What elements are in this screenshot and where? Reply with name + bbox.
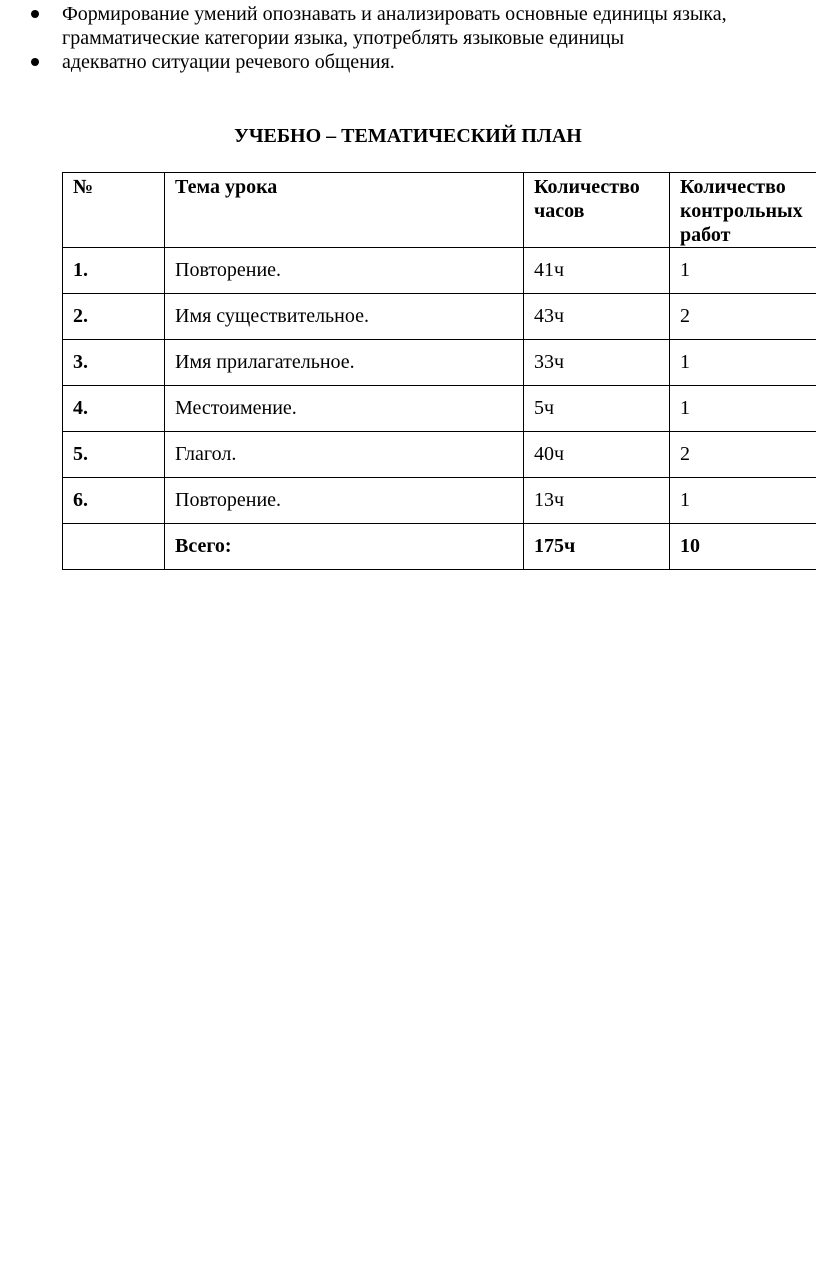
row-tests: 2 [670, 294, 816, 340]
row-hours: 5ч [524, 386, 670, 432]
header-topic: Тема урока [165, 173, 524, 248]
total-label: Всего: [165, 524, 524, 570]
row-topic: Повторение. [165, 248, 524, 294]
row-hours: 41ч [524, 248, 670, 294]
row-topic: Имя прилагательное. [165, 340, 524, 386]
total-tests: 10 [670, 524, 816, 570]
table-total-row [63, 524, 816, 570]
header-tests: Количество контрольных работ [670, 173, 816, 248]
bullet-item [0, 2, 816, 50]
row-topic: Повторение. [165, 478, 524, 524]
row-num: 4. [63, 386, 165, 432]
table-row [63, 386, 816, 432]
header-hours: Количество часов [524, 173, 670, 248]
bullet-item [0, 50, 816, 74]
row-num: 1. [63, 248, 165, 294]
row-hours: 33ч [524, 340, 670, 386]
bullet-icon [31, 58, 39, 66]
table-row [63, 432, 816, 478]
row-tests: 1 [670, 248, 816, 294]
row-topic: Глагол. [165, 432, 524, 478]
row-num: 3. [63, 340, 165, 386]
row-num: 5. [63, 432, 165, 478]
row-tests: 2 [670, 432, 816, 478]
row-hours: 40ч [524, 432, 670, 478]
row-tests: 1 [670, 340, 816, 386]
row-num: 2. [63, 294, 165, 340]
bullet-text: Формирование умений опознавать и анализировать основные единицы языка, грамматические категории языка, употреблять языковые единицы [62, 3, 727, 49]
row-tests: 1 [670, 478, 816, 524]
row-num: 6. [63, 478, 165, 524]
table-row [63, 478, 816, 524]
page-title: УЧЕБНО – ТЕМАТИЧЕСКИЙ ПЛАН [234, 125, 582, 147]
total-hours: 175ч [524, 524, 670, 570]
bullet-icon [31, 10, 39, 18]
table-row [63, 294, 816, 340]
bullet-list [0, 0, 816, 74]
table-header-row [63, 173, 816, 248]
row-hours: 13ч [524, 478, 670, 524]
total-num [63, 524, 165, 570]
row-topic: Имя существительное. [165, 294, 524, 340]
table-row [63, 248, 816, 294]
row-tests: 1 [670, 386, 816, 432]
row-hours: 43ч [524, 294, 670, 340]
table-row [63, 340, 816, 386]
thematic-plan-table [62, 172, 816, 570]
bullet-text: адекватно ситуации речевого общения. [62, 51, 395, 73]
row-topic: Местоимение. [165, 386, 524, 432]
header-num: № [63, 173, 165, 248]
